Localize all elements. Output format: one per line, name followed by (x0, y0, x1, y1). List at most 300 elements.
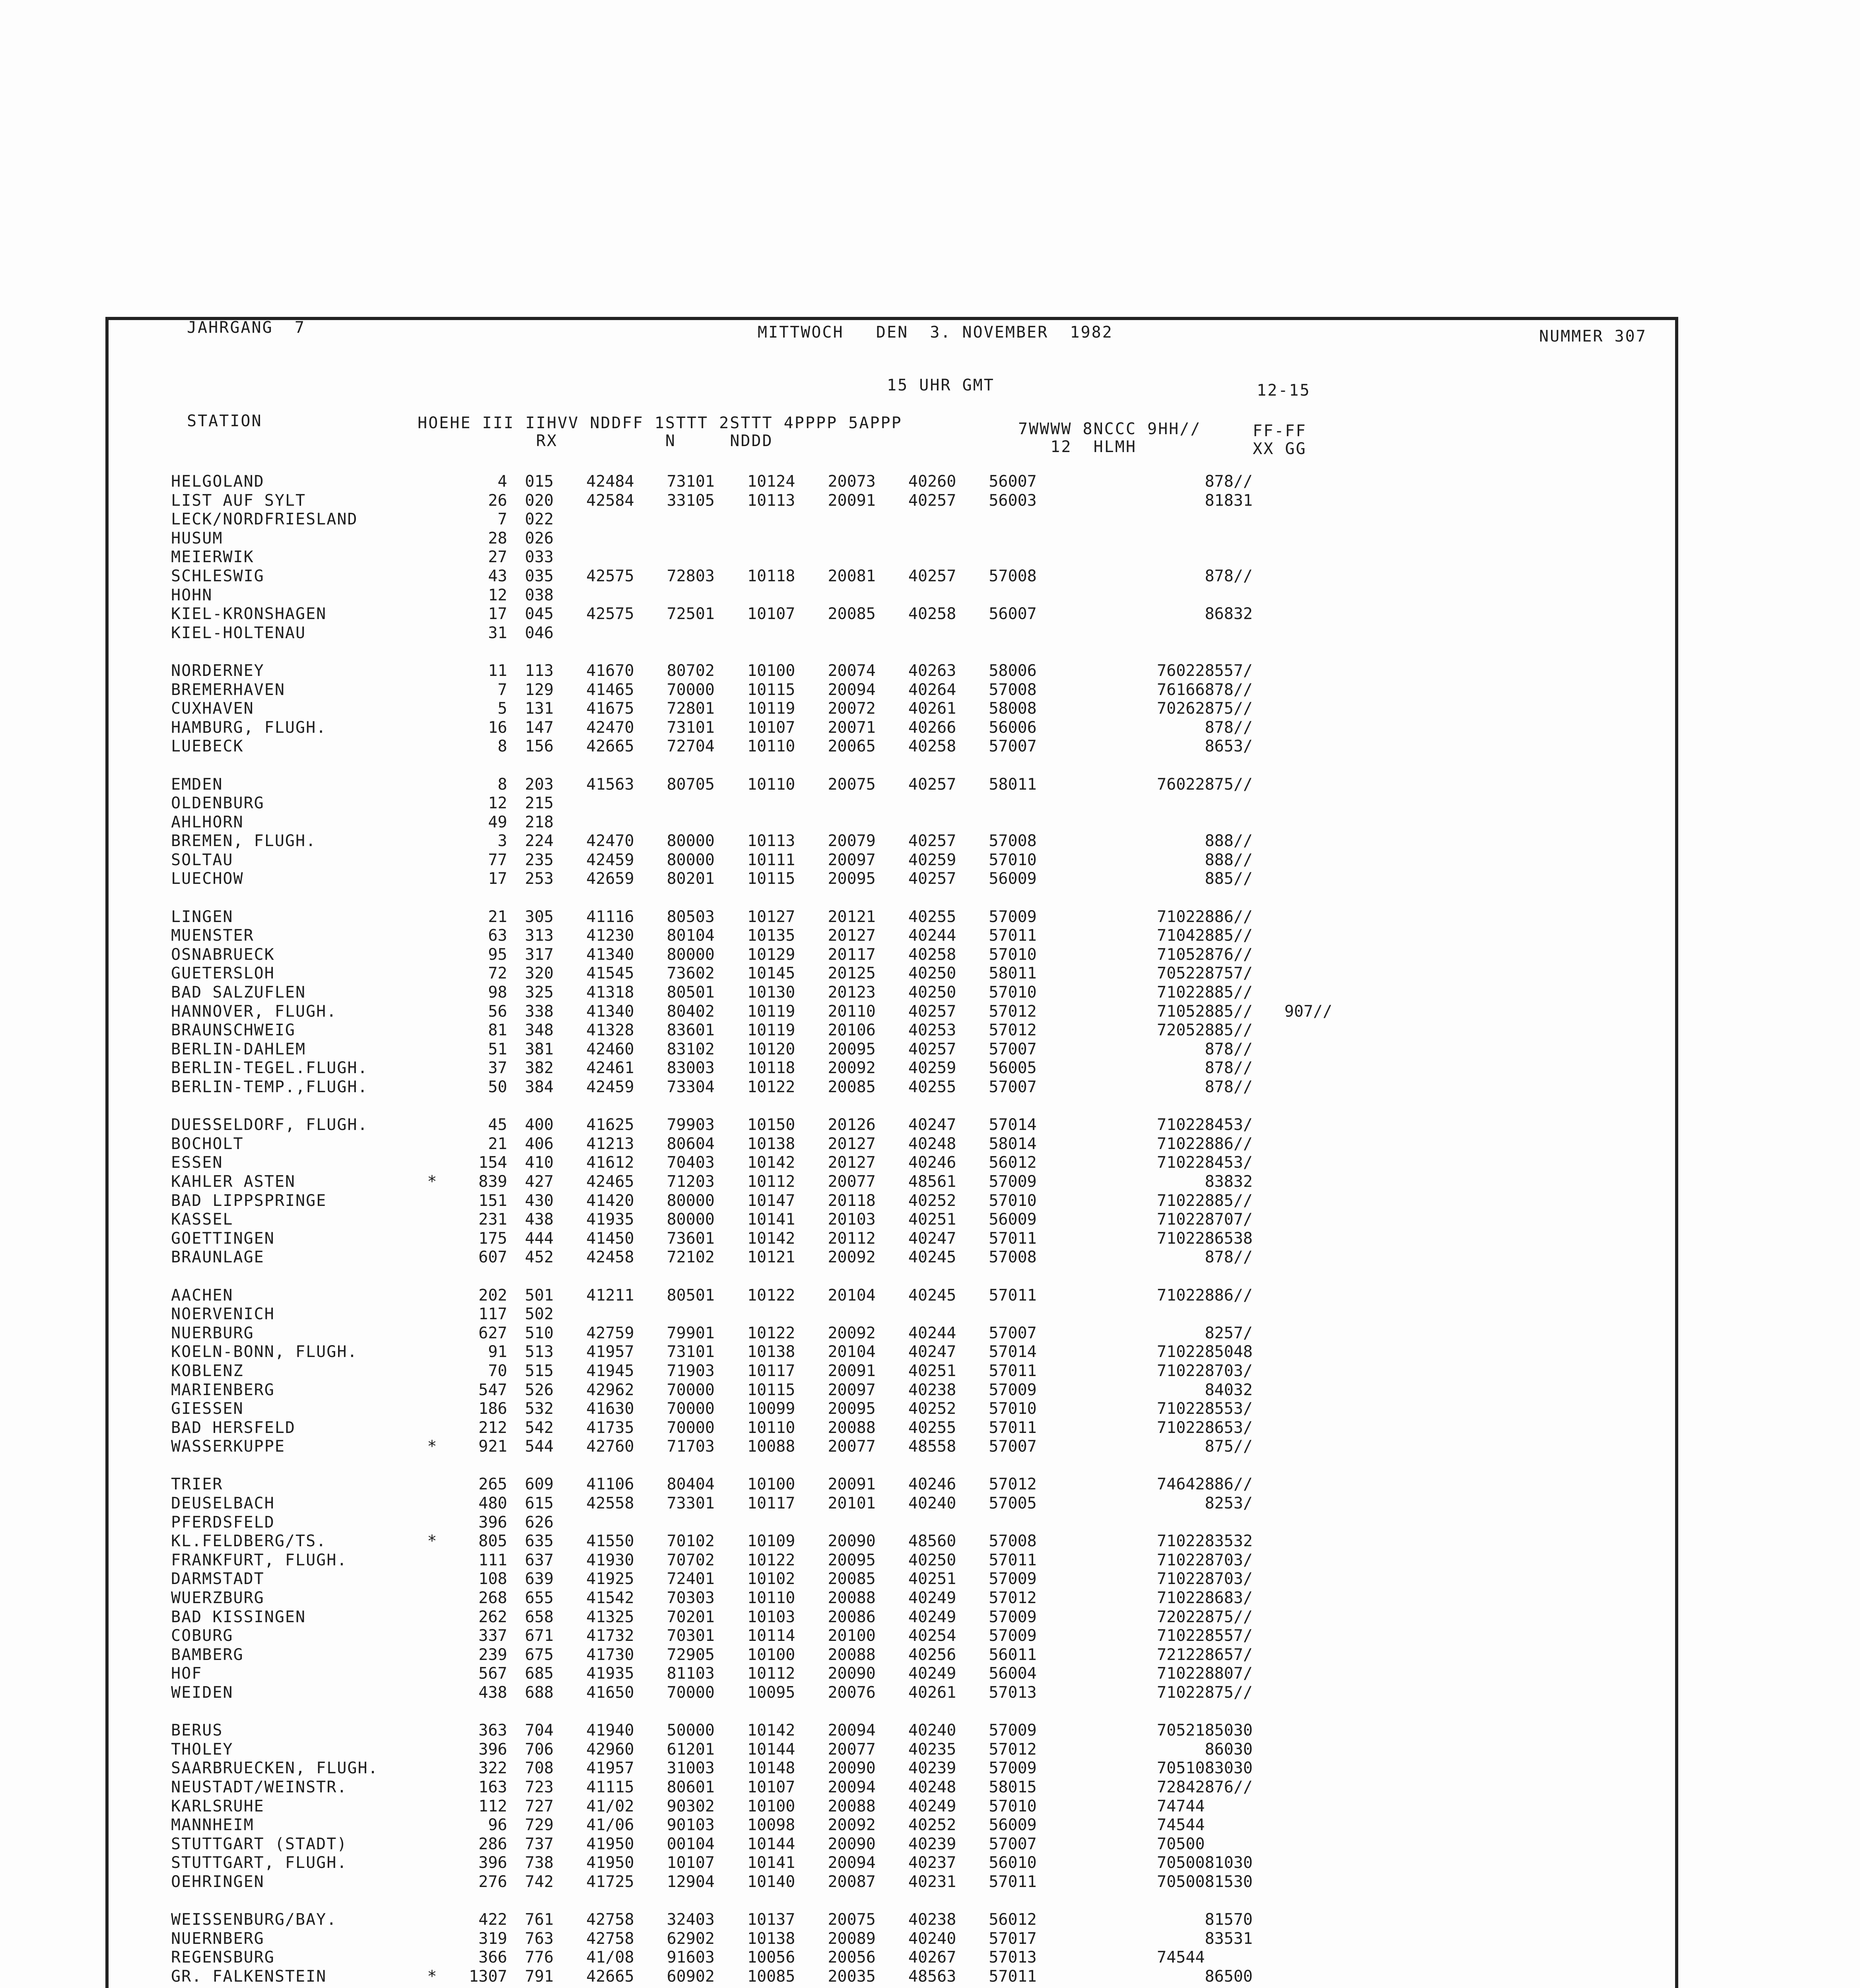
group-1sttt-cell: 10142 (747, 1721, 795, 1740)
group-nddff-cell (634, 1513, 715, 1532)
gap-cell (171, 1097, 1364, 1116)
group-7wwww-cell: 70500 (1157, 1872, 1205, 1891)
group-5appp-cell: 57010 (989, 945, 1037, 964)
height-cell: 8 (498, 775, 507, 794)
group-8nccc-cell (1205, 624, 1284, 643)
station-name: DUESSELDORF, FLUGH. (171, 1116, 368, 1134)
mountain-mark (419, 964, 445, 983)
group-1sttt-cell: 10138 (747, 1343, 795, 1361)
spacer-cell (1037, 718, 1116, 738)
group-4pppp-cell: 40257 (908, 491, 956, 510)
group-8nccc-cell: 85048 (1205, 1343, 1253, 1361)
spacer-cell (1037, 1059, 1116, 1078)
table-row (171, 908, 1364, 927)
station-name: OLDENBURG (171, 794, 264, 813)
group-7wwww-cell: 71022 (1157, 1627, 1205, 1645)
group-1sttt-cell: 10144 (747, 1740, 795, 1759)
station-name: BERLIN-TEMP.,FLUGH. (171, 1078, 368, 1096)
group-5appp-cell: 56011 (989, 1645, 1037, 1664)
mountain-mark (419, 1362, 445, 1381)
station-name: TRIER (171, 1475, 223, 1494)
group-2sttt-cell: 20081 (828, 567, 876, 585)
group-7wwww-cell: 72122 (1157, 1645, 1205, 1664)
height-cell: 627 (478, 1324, 507, 1342)
group-nddff-cell: 73101 (667, 1343, 715, 1361)
group-9hh-cell (1285, 1192, 1364, 1211)
group-1sttt-cell: 10118 (747, 1059, 795, 1077)
station-index-cell: 615 (525, 1494, 554, 1513)
station-index-cell: 035 (525, 567, 554, 585)
table-row (171, 813, 1364, 832)
spacer-cell (1037, 1381, 1116, 1400)
station-name: COBURG (171, 1627, 233, 1645)
group-1sttt-cell: 10120 (747, 1040, 795, 1058)
group-8nccc-cell: 885// (1205, 983, 1253, 1002)
group-4pppp-cell: 40237 (908, 1854, 956, 1872)
group-8nccc-cell: 8257/ (1205, 1324, 1253, 1342)
height-cell: 72 (488, 964, 507, 983)
group-5appp-cell: 56009 (989, 1210, 1037, 1229)
group-1sttt-cell: 10107 (747, 718, 795, 737)
station-index-cell: 515 (525, 1361, 554, 1380)
group-1sttt-cell: 10119 (747, 699, 795, 718)
group-2sttt-cell: 20091 (828, 491, 876, 510)
spacer-cell (1037, 586, 1116, 605)
section-gap (171, 1097, 1364, 1116)
group-5appp-cell: 57008 (989, 1532, 1037, 1551)
group-5appp-cell (956, 794, 1036, 813)
group-8nccc-cell: 8683/ (1205, 1589, 1253, 1607)
station-index-cell: 675 (525, 1645, 554, 1664)
table-row (171, 510, 1364, 529)
table-row (171, 1021, 1364, 1040)
mountain-mark (419, 1608, 445, 1627)
group-2sttt-cell: 20092 (828, 1816, 876, 1835)
group-9hh-cell (1285, 1153, 1364, 1173)
table-row (171, 1930, 1364, 1949)
group-4pppp-cell (876, 813, 956, 832)
station-name: BAD HERSFELD (171, 1418, 295, 1437)
group-9hh-cell (1285, 737, 1364, 756)
group-nddff-cell: 50000 (667, 1721, 715, 1740)
group-2sttt-cell: 20094 (828, 680, 876, 699)
group-7wwww-cell (1116, 1437, 1205, 1456)
spacer-cell (1037, 1532, 1116, 1551)
group-4pppp-cell: 40238 (908, 1380, 956, 1399)
group-9hh-cell (1285, 1210, 1364, 1229)
group-2sttt-cell: 20112 (828, 1229, 876, 1248)
group-5appp-cell: 57007 (989, 737, 1037, 756)
group-8nccc-cell: 8557/ (1205, 661, 1253, 680)
height-cell: 117 (478, 1305, 507, 1324)
table-row (171, 1135, 1364, 1154)
section-gap (171, 643, 1364, 662)
group-5appp-cell (956, 1305, 1036, 1324)
group-nddff-cell: 80000 (667, 945, 715, 964)
spacer-cell (1037, 1589, 1116, 1608)
height-cell: 70 (488, 1361, 507, 1380)
group-8nccc-cell (1205, 1816, 1284, 1835)
height-cell: 154 (478, 1153, 507, 1172)
group-7wwww-cell (1116, 832, 1205, 851)
group-7wwww-cell: 71022 (1157, 1361, 1205, 1380)
group-9hh-cell (1285, 1759, 1364, 1778)
table-row (171, 1153, 1364, 1173)
section-gap (171, 889, 1364, 908)
spacer-cell (1037, 605, 1116, 624)
group-7wwww-cell (1116, 491, 1205, 511)
spacer-cell (1037, 529, 1116, 548)
group-ihvv-cell: 41420 (586, 1191, 634, 1210)
height-cell: 63 (488, 926, 507, 945)
mountain-mark (419, 1400, 445, 1419)
mountain-mark (419, 548, 445, 567)
mountain-mark (419, 1078, 445, 1097)
group-8nccc-cell (1205, 1797, 1284, 1816)
mountain-mark (419, 1778, 445, 1797)
table-row (171, 1210, 1364, 1229)
group-2sttt-cell: 20097 (828, 1380, 876, 1399)
group-1sttt-cell: 10141 (747, 1210, 795, 1229)
height-cell: 51 (488, 1040, 507, 1058)
group-2sttt-cell: 20077 (828, 1740, 876, 1759)
group-1sttt-cell: 10148 (747, 1759, 795, 1778)
group-4pppp-cell (876, 510, 956, 529)
group-9hh-cell (1285, 1494, 1364, 1513)
height-cell: 7 (498, 680, 507, 699)
group-ihvv-cell: 41/06 (586, 1816, 634, 1835)
group-8nccc-cell: 878// (1205, 472, 1253, 491)
station-index-cell: 635 (525, 1532, 554, 1551)
group-8nccc-cell: 885// (1205, 1191, 1253, 1210)
spacer-cell (1037, 491, 1116, 511)
group-nddff-cell: 79901 (667, 1324, 715, 1342)
group-8nccc-cell: 81570 (1205, 1910, 1253, 1929)
group-5appp-cell: 57010 (989, 1400, 1037, 1418)
group-8nccc-cell: 85030 (1205, 1721, 1253, 1740)
group-1sttt-cell: 10137 (747, 1910, 795, 1929)
group-5appp-cell: 57011 (989, 926, 1037, 945)
table-row (171, 1967, 1364, 1986)
mountain-mark (419, 1589, 445, 1608)
spacer-cell (1037, 1192, 1116, 1211)
group-nddff-cell: 80604 (667, 1134, 715, 1153)
group-4pppp-cell: 40239 (908, 1759, 956, 1778)
group-8nccc-cell: 878// (1205, 1040, 1253, 1058)
table-row (171, 1343, 1364, 1362)
spacer-cell (1037, 1324, 1116, 1343)
group-2sttt-cell: 20092 (828, 1059, 876, 1077)
table-row (171, 983, 1364, 1002)
group-nddff-cell: 72401 (667, 1570, 715, 1588)
group-ihvv-cell: 41730 (586, 1645, 634, 1664)
table-row (171, 491, 1364, 511)
station-name: BRAUNSCHWEIG (171, 1021, 295, 1040)
group-ihvv-cell: 41935 (586, 1210, 634, 1229)
group-ihvv-cell: 42759 (586, 1324, 634, 1342)
group-9hh-cell (1285, 1873, 1364, 1892)
mountain-mark (419, 832, 445, 851)
spacer-cell (1037, 510, 1116, 529)
table-row (171, 1475, 1364, 1494)
table-row (171, 1589, 1364, 1608)
station-index-cell: 022 (525, 510, 554, 529)
table-row (171, 1948, 1364, 1967)
spacer-cell (1037, 1475, 1116, 1494)
group-nddff-cell (634, 813, 715, 832)
group-8nccc-cell (1205, 586, 1284, 605)
station-index-cell: 761 (525, 1910, 554, 1929)
station-index-cell: 113 (525, 661, 554, 680)
spacer-cell (1037, 1551, 1116, 1570)
table-row (171, 1116, 1364, 1135)
station-index-cell: 737 (525, 1835, 554, 1853)
group-2sttt-cell: 20075 (828, 1910, 876, 1929)
group-2sttt-cell: 20127 (828, 926, 876, 945)
spacer-cell (1037, 1135, 1116, 1154)
group-4pppp-cell: 40261 (908, 1683, 956, 1702)
station-index-cell: 727 (525, 1797, 554, 1815)
group-4pppp-cell: 40248 (908, 1778, 956, 1796)
height-cell: 45 (488, 1116, 507, 1134)
group-4pppp-cell: 48560 (908, 1532, 956, 1551)
station-index-cell: 384 (525, 1078, 554, 1096)
group-4pppp-cell: 40264 (908, 680, 956, 699)
station-name: LUEBECK (171, 737, 244, 756)
group-5appp-cell: 57011 (989, 1418, 1037, 1437)
height-cell: 322 (478, 1759, 507, 1778)
group-9hh-cell (1285, 1683, 1364, 1703)
mountain-mark (419, 1948, 445, 1967)
group-4pppp-cell (876, 624, 956, 643)
group-4pppp-cell: 40267 (908, 1948, 956, 1967)
group-1sttt-cell: 10099 (747, 1400, 795, 1418)
mountain-mark (419, 1135, 445, 1154)
station-name: BREMEN, FLUGH. (171, 832, 317, 850)
table-row (171, 1854, 1364, 1873)
station-index-cell: 338 (525, 1002, 554, 1021)
height-cell: 112 (478, 1797, 507, 1815)
group-7wwww-cell (1116, 586, 1205, 605)
mountain-mark (419, 1040, 445, 1059)
table-row (171, 1835, 1364, 1854)
spacer-cell (1037, 1021, 1116, 1040)
group-4pppp-cell: 40240 (908, 1721, 956, 1740)
spacer-cell (1037, 1721, 1116, 1740)
height-cell: 31 (488, 623, 507, 642)
height-cell: 108 (478, 1570, 507, 1588)
group-ihvv-cell: 42459 (586, 850, 634, 869)
group-ihvv-cell: 41563 (586, 775, 634, 794)
mountain-mark (419, 775, 445, 794)
station-name: HOF (171, 1664, 202, 1683)
group-nddff-cell: 80702 (667, 661, 715, 680)
group-4pppp-cell: 40266 (908, 718, 956, 737)
height-cell: 95 (488, 945, 507, 964)
group-9hh-cell (1285, 1286, 1364, 1305)
station-name: OEHRINGEN (171, 1872, 264, 1891)
group-4pppp-cell: 48563 (908, 1967, 956, 1986)
table-row (171, 1192, 1364, 1211)
group-5appp-cell (956, 813, 1036, 832)
group-7wwww-cell: 72022 (1157, 1607, 1205, 1626)
group-9hh-cell (1285, 1248, 1364, 1267)
group-1sttt-cell: 10150 (747, 1116, 795, 1134)
table-row (171, 1324, 1364, 1343)
group-nddff-cell: 73304 (667, 1078, 715, 1096)
station-index-cell: 776 (525, 1948, 554, 1967)
group-2sttt-cell: 20110 (828, 1002, 876, 1021)
group-8nccc-cell: 8807/ (1205, 1664, 1253, 1683)
mountain-mark (419, 472, 445, 491)
group-2sttt-cell: 20090 (828, 1532, 876, 1551)
mountain-mark (419, 1664, 445, 1683)
group-5appp-cell: 57011 (989, 1551, 1037, 1569)
group-nddff-cell: 91603 (667, 1948, 715, 1967)
mountain-mark (419, 1286, 445, 1305)
group-1sttt-cell: 10100 (747, 661, 795, 680)
station-name: BAD KISSINGEN (171, 1607, 306, 1626)
station-index-cell: 510 (525, 1324, 554, 1342)
station-name: HANNOVER, FLUGH. (171, 1002, 337, 1021)
group-8nccc-cell (1205, 813, 1284, 832)
group-4pppp-cell: 40247 (908, 1116, 956, 1134)
height-cell: 319 (478, 1929, 507, 1948)
table-row (171, 529, 1364, 548)
height-cell: 21 (488, 907, 507, 926)
station-index-cell: 639 (525, 1570, 554, 1588)
station-index-cell: 203 (525, 775, 554, 794)
group-7wwww-cell: 71052 (1157, 1002, 1205, 1021)
group-7wwww-cell (1116, 1930, 1205, 1949)
group-ihvv-cell: 41940 (586, 1721, 634, 1740)
height-cell: 50 (488, 1078, 507, 1096)
height-cell: 96 (488, 1816, 507, 1835)
group-4pppp-cell: 40249 (908, 1797, 956, 1815)
group-7wwww-cell: 71042 (1157, 926, 1205, 945)
group-8nccc-cell: 876// (1205, 945, 1253, 964)
spacer-cell (1037, 1570, 1116, 1589)
group-1sttt-cell: 10102 (747, 1570, 795, 1588)
mountain-mark (419, 945, 445, 965)
station-index-cell: 430 (525, 1191, 554, 1210)
spacer-cell (1037, 832, 1116, 851)
group-header-line2: RX N NDDD (418, 432, 773, 450)
table-row (171, 1059, 1364, 1078)
station-name: OSNABRUECK (171, 945, 275, 964)
group-1sttt-cell: 10110 (747, 737, 795, 756)
group-1sttt-cell: 10127 (747, 907, 795, 926)
mountain-mark (419, 1646, 445, 1665)
group-9hh-cell (1285, 699, 1364, 718)
group-5appp-cell: 57007 (989, 1040, 1037, 1058)
mountain-mark (419, 794, 445, 813)
mountain-mark (419, 662, 445, 681)
group-2sttt-cell: 20090 (828, 1835, 876, 1853)
group-ihvv-cell: 41935 (586, 1664, 634, 1683)
group-5appp-cell: 56003 (989, 491, 1037, 510)
height-cell: 186 (478, 1400, 507, 1418)
group-2sttt-cell: 20035 (828, 1967, 876, 1986)
height-cell: 8 (498, 737, 507, 756)
height-cell: 12 (488, 586, 507, 604)
group-1sttt-cell: 10141 (747, 1854, 795, 1872)
group-7wwww-cell (1116, 548, 1205, 567)
group-8nccc-cell: 885// (1205, 926, 1253, 945)
group-7wwww-cell (1116, 1173, 1205, 1192)
group-7wwww-cell: 76022 (1157, 661, 1205, 680)
spacer-cell (1037, 1948, 1116, 1967)
group-7wwww-cell (1116, 737, 1205, 756)
group-4pppp-cell: 40252 (908, 1816, 956, 1835)
group-4pppp-cell: 40244 (908, 1324, 956, 1342)
group-ihvv-cell: 41450 (586, 1229, 634, 1248)
spacer-cell (1037, 548, 1116, 567)
table-row (171, 1173, 1364, 1192)
group-2sttt-cell: 20095 (828, 1040, 876, 1058)
group-5appp-cell: 58011 (989, 964, 1037, 983)
group-ihvv-cell (554, 794, 634, 813)
station-index-cell: 502 (525, 1305, 554, 1324)
group-nddff-cell: 31003 (667, 1759, 715, 1778)
group-1sttt-cell: 10124 (747, 472, 795, 491)
group-9hh-cell (1285, 1930, 1364, 1949)
mountain-mark (419, 737, 445, 756)
group-8nccc-cell (1205, 1305, 1284, 1324)
group-ihvv-cell: 41945 (586, 1361, 634, 1380)
group-7wwww-cell (1116, 1513, 1205, 1532)
mountain-mark (419, 681, 445, 700)
group-8nccc-cell (1205, 548, 1284, 567)
height-cell: 231 (478, 1210, 507, 1229)
group-7wwww-cell (1116, 794, 1205, 813)
group-8nccc-cell: 8253/ (1205, 1494, 1253, 1513)
height-cell: 1307 (469, 1967, 507, 1986)
group-5appp-cell: 57007 (989, 1324, 1037, 1342)
height-cell: 37 (488, 1059, 507, 1077)
group-4pppp-cell: 40251 (908, 1570, 956, 1588)
spacer-cell (1037, 813, 1116, 832)
group-7wwww-cell (1116, 1967, 1205, 1986)
group-ihvv-cell: 41950 (586, 1854, 634, 1872)
group-5appp-cell: 57014 (989, 1116, 1037, 1134)
station-index-cell: 400 (525, 1116, 554, 1134)
spacer-cell (1037, 1797, 1116, 1816)
station-name: DEUSELBACH (171, 1494, 275, 1513)
group-9hh-cell (1285, 1664, 1364, 1683)
station-name: FRANKFURT, FLUGH. (171, 1551, 348, 1569)
group-8nccc-cell: 8453/ (1205, 1116, 1253, 1134)
group-7wwww-cell: 70522 (1157, 964, 1205, 983)
group-nddff-cell: 72501 (667, 605, 715, 623)
group-nddff-cell: 60902 (667, 1967, 715, 1986)
height-cell: 163 (478, 1778, 507, 1796)
group-8nccc-cell: 888// (1205, 850, 1253, 869)
group-8nccc-cell: 878// (1205, 567, 1253, 585)
station-index-cell: 020 (525, 491, 554, 510)
group-4pppp-cell: 40245 (908, 1286, 956, 1305)
group-4pppp-cell: 40251 (908, 1361, 956, 1380)
station-name: EMDEN (171, 775, 223, 794)
group-nddff-cell: 80000 (667, 850, 715, 869)
group-5appp-cell: 57009 (989, 1380, 1037, 1399)
group-nddff-cell: 62902 (667, 1929, 715, 1948)
group-5appp-cell: 57011 (989, 1967, 1037, 1986)
group-8nccc-cell (1205, 1948, 1284, 1967)
group-5appp-cell: 58014 (989, 1134, 1037, 1153)
group-9hh-cell (1285, 1570, 1364, 1589)
height-cell: 98 (488, 983, 507, 1002)
